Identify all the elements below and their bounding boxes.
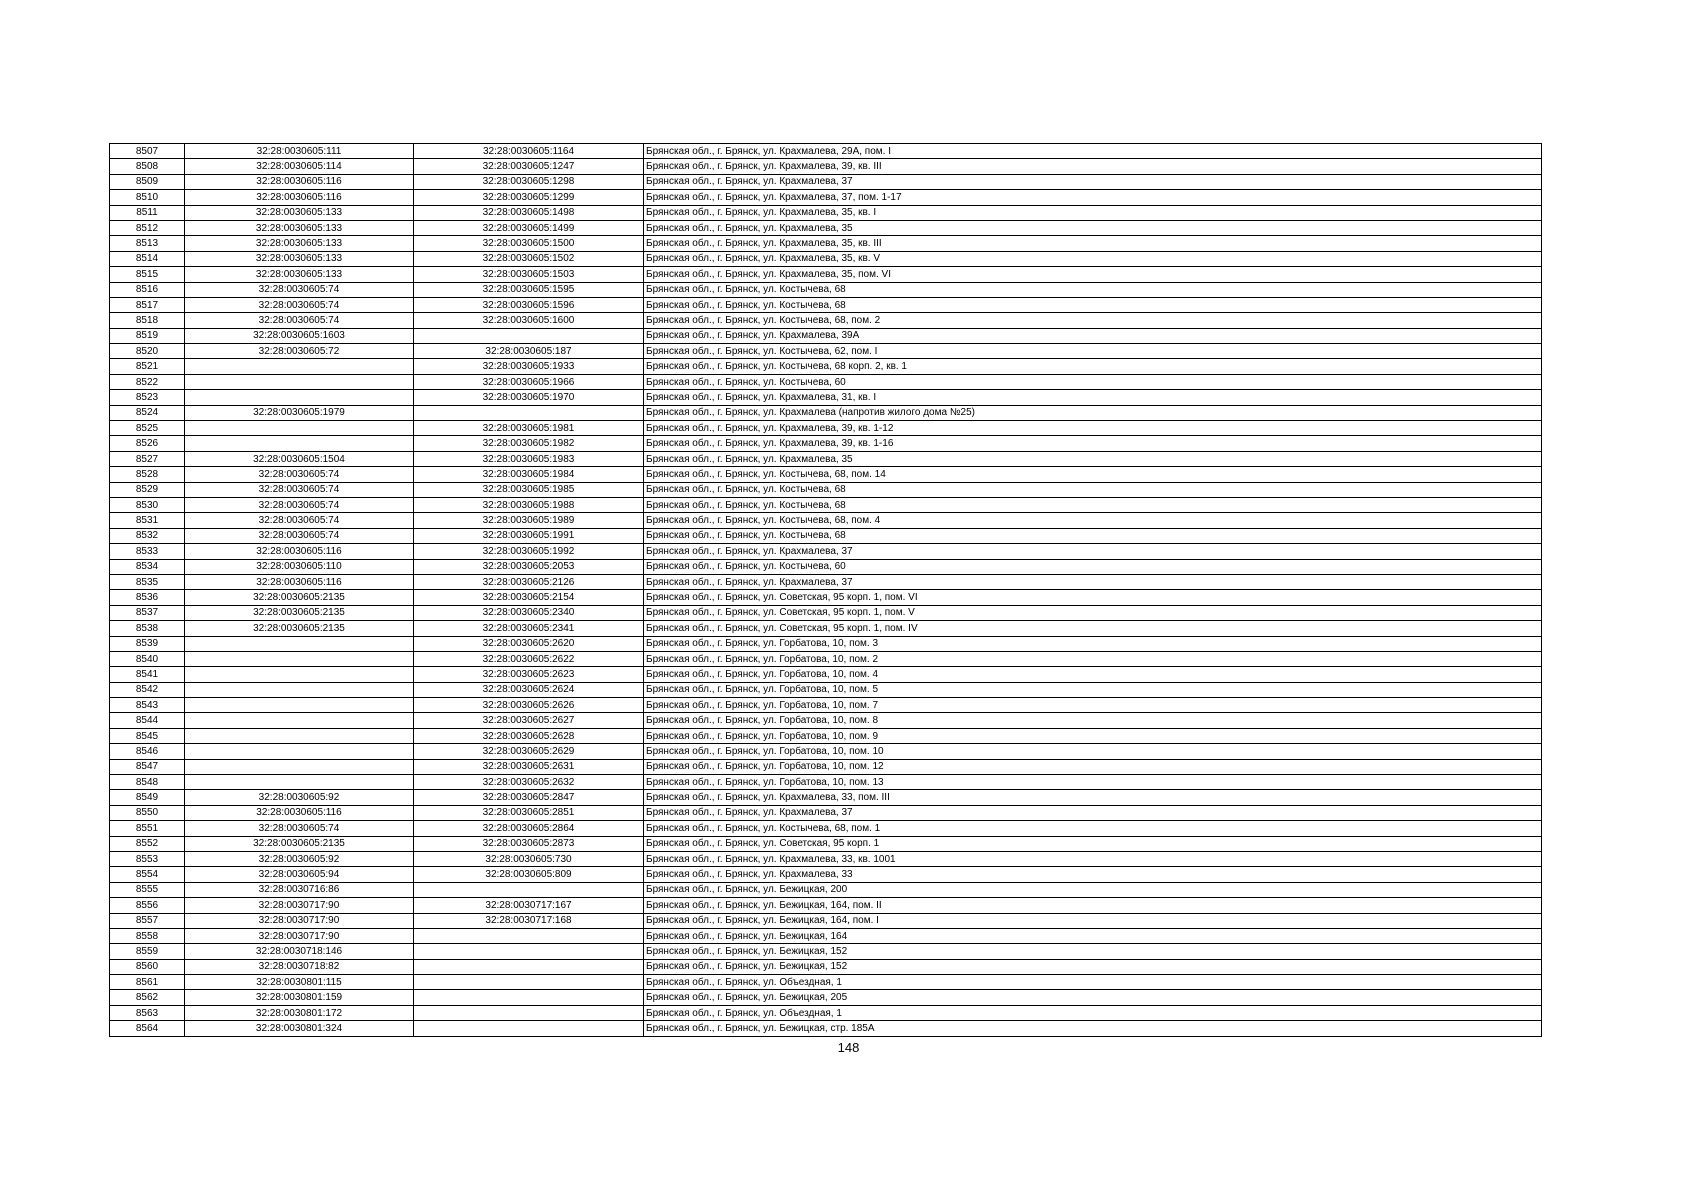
cadastral-number-cell <box>185 374 414 389</box>
object-cadastral-number-cell: 32:28:0030605:1595 <box>414 282 644 297</box>
object-cadastral-number-cell <box>414 990 644 1005</box>
address-cell: Брянская обл., г. Брянск, ул. Бежицкая, 164, пом. II <box>644 898 1542 913</box>
row-number-cell: 8521 <box>110 359 185 374</box>
table-row <box>110 297 1542 312</box>
table-row <box>110 390 1542 405</box>
row-number-cell: 8553 <box>110 851 185 866</box>
cadastral-number-cell: 32:28:0030605:2135 <box>185 590 414 605</box>
row-number-cell: 8520 <box>110 344 185 359</box>
address-cell: Брянская обл., г. Брянск, ул. Костычева, 62, пом. I <box>644 344 1542 359</box>
row-number-cell: 8544 <box>110 713 185 728</box>
address-cell: Брянская обл., г. Брянск, ул. Горбатова, 10, пом. 4 <box>644 667 1542 682</box>
address-cell: Брянская обл., г. Брянск, ул. Горбатова, 10, пом. 5 <box>644 682 1542 697</box>
cadastral-number-cell <box>185 698 414 713</box>
row-number-cell: 8535 <box>110 574 185 589</box>
row-number-cell: 8526 <box>110 436 185 451</box>
row-number-cell: 8556 <box>110 898 185 913</box>
address-cell: Брянская обл., г. Брянск, ул. Крахмалева, 39, кв. III <box>644 159 1542 174</box>
object-cadastral-number-cell: 32:28:0030605:2620 <box>414 636 644 651</box>
table-row <box>110 867 1542 882</box>
object-cadastral-number-cell <box>414 944 644 959</box>
row-number-cell: 8536 <box>110 590 185 605</box>
object-cadastral-number-cell: 32:28:0030605:1984 <box>414 467 644 482</box>
object-cadastral-number-cell: 32:28:0030605:2631 <box>414 759 644 774</box>
address-cell: Брянская обл., г. Брянск, ул. Костычева, 68 <box>644 482 1542 497</box>
page-number: 148 <box>837 1040 860 1055</box>
address-cell: Брянская обл., г. Брянск, ул. Советская, 95 корп. 1 <box>644 836 1542 851</box>
address-cell: Брянская обл., г. Брянск, ул. Бежицкая, 200 <box>644 882 1542 897</box>
table-row <box>110 1005 1542 1020</box>
object-cadastral-number-cell <box>414 405 644 420</box>
object-cadastral-number-cell: 32:28:0030605:2623 <box>414 667 644 682</box>
object-cadastral-number-cell: 32:28:0030605:1982 <box>414 436 644 451</box>
cadastral-number-cell: 32:28:0030717:90 <box>185 898 414 913</box>
object-cadastral-number-cell: 32:28:0030605:1498 <box>414 205 644 220</box>
row-number-cell: 8517 <box>110 297 185 312</box>
address-cell: Брянская обл., г. Брянск, ул. Советская, 95 корп. 1, пом. VI <box>644 590 1542 605</box>
row-number-cell: 8552 <box>110 836 185 851</box>
address-cell: Брянская обл., г. Брянск, ул. Костычева, 68, пом. 2 <box>644 313 1542 328</box>
cadastral-number-cell: 32:28:0030605:74 <box>185 528 414 543</box>
cadastral-number-cell: 32:28:0030605:74 <box>185 297 414 312</box>
cadastral-number-cell: 32:28:0030605:92 <box>185 790 414 805</box>
cadastral-number-cell: 32:28:0030605:1504 <box>185 451 414 466</box>
object-cadastral-number-cell: 32:28:0030605:730 <box>414 851 644 866</box>
cadastral-number-cell: 32:28:0030801:115 <box>185 975 414 990</box>
row-number-cell: 8561 <box>110 975 185 990</box>
table-row <box>110 882 1542 897</box>
object-cadastral-number-cell: 32:28:0030605:1966 <box>414 374 644 389</box>
address-cell: Брянская обл., г. Брянск, ул. Крахмалева, 39, кв. 1-16 <box>644 436 1542 451</box>
row-number-cell: 8508 <box>110 159 185 174</box>
cadastral-number-cell: 32:28:0030605:74 <box>185 313 414 328</box>
address-cell: Брянская обл., г. Брянск, ул. Крахмалева, 31, кв. I <box>644 390 1542 405</box>
row-number-cell: 8514 <box>110 251 185 266</box>
row-number-cell: 8511 <box>110 205 185 220</box>
table-row <box>110 975 1542 990</box>
address-cell: Брянская обл., г. Брянск, ул. Крахмалева, 35 <box>644 451 1542 466</box>
table-row <box>110 651 1542 666</box>
object-cadastral-number-cell: 32:28:0030605:1247 <box>414 159 644 174</box>
row-number-cell: 8538 <box>110 621 185 636</box>
table-row <box>110 913 1542 928</box>
row-number-cell: 8529 <box>110 482 185 497</box>
table-row <box>110 574 1542 589</box>
row-number-cell: 8534 <box>110 559 185 574</box>
object-cadastral-number-cell <box>414 975 644 990</box>
address-cell: Брянская обл., г. Брянск, ул. Крахмалева, 35 <box>644 220 1542 235</box>
object-cadastral-number-cell: 32:28:0030605:2627 <box>414 713 644 728</box>
table-row <box>110 159 1542 174</box>
object-cadastral-number-cell: 32:28:0030605:2847 <box>414 790 644 805</box>
object-cadastral-number-cell: 32:28:0030605:1992 <box>414 544 644 559</box>
object-cadastral-number-cell <box>414 959 644 974</box>
row-number-cell: 8523 <box>110 390 185 405</box>
table-row <box>110 713 1542 728</box>
row-number-cell: 8530 <box>110 497 185 512</box>
object-cadastral-number-cell: 32:28:0030605:1298 <box>414 174 644 189</box>
registry-table-body <box>110 144 1542 1037</box>
table-row <box>110 944 1542 959</box>
address-cell: Брянская обл., г. Брянск, ул. Крахмалева, 29А, пом. I <box>644 144 1542 159</box>
object-cadastral-number-cell: 32:28:0030605:1933 <box>414 359 644 374</box>
object-cadastral-number-cell: 32:28:0030605:1596 <box>414 297 644 312</box>
object-cadastral-number-cell: 32:28:0030605:1981 <box>414 421 644 436</box>
row-number-cell: 8550 <box>110 805 185 820</box>
object-cadastral-number-cell: 32:28:0030605:2341 <box>414 621 644 636</box>
row-number-cell: 8548 <box>110 775 185 790</box>
row-number-cell: 8543 <box>110 698 185 713</box>
address-cell: Брянская обл., г. Брянск, ул. Крахмалева, 35, кв. III <box>644 236 1542 251</box>
address-cell: Брянская обл., г. Брянск, ул. Бежицкая, 152 <box>644 944 1542 959</box>
table-row <box>110 928 1542 943</box>
cadastral-number-cell: 32:28:0030605:1979 <box>185 405 414 420</box>
table-row <box>110 728 1542 743</box>
address-cell: Брянская обл., г. Брянск, ул. Крахмалева, 35, кв. I <box>644 205 1542 220</box>
address-cell: Брянская обл., г. Брянск, ул. Крахмалева, 37 <box>644 174 1542 189</box>
table-row <box>110 590 1542 605</box>
row-number-cell: 8522 <box>110 374 185 389</box>
table-row <box>110 621 1542 636</box>
object-cadastral-number-cell: 32:28:0030605:1991 <box>414 528 644 543</box>
object-cadastral-number-cell: 32:28:0030605:1988 <box>414 497 644 512</box>
table-row <box>110 559 1542 574</box>
object-cadastral-number-cell <box>414 928 644 943</box>
table-row <box>110 836 1542 851</box>
row-number-cell: 8515 <box>110 267 185 282</box>
cadastral-number-cell: 32:28:0030605:74 <box>185 821 414 836</box>
address-cell: Брянская обл., г. Брянск, ул. Костычева, 68 <box>644 528 1542 543</box>
object-cadastral-number-cell: 32:28:0030605:2053 <box>414 559 644 574</box>
table-row <box>110 328 1542 343</box>
cadastral-number-cell: 32:28:0030801:159 <box>185 990 414 1005</box>
cadastral-number-cell: 32:28:0030605:92 <box>185 851 414 866</box>
table-row <box>110 959 1542 974</box>
object-cadastral-number-cell: 32:28:0030605:1985 <box>414 482 644 497</box>
address-cell: Брянская обл., г. Брянск, ул. Объездная, 1 <box>644 975 1542 990</box>
cadastral-number-cell: 32:28:0030605:74 <box>185 482 414 497</box>
table-row <box>110 374 1542 389</box>
cadastral-number-cell: 32:28:0030605:1603 <box>185 328 414 343</box>
row-number-cell: 8524 <box>110 405 185 420</box>
table-row <box>110 667 1542 682</box>
table-row <box>110 497 1542 512</box>
row-number-cell: 8563 <box>110 1005 185 1020</box>
address-cell: Брянская обл., г. Брянск, ул. Крахмалева, 39А <box>644 328 1542 343</box>
address-cell: Брянская обл., г. Брянск, ул. Крахмалева, 37 <box>644 805 1542 820</box>
row-number-cell: 8528 <box>110 467 185 482</box>
address-cell: Брянская обл., г. Брянск, ул. Крахмалева, 37 <box>644 574 1542 589</box>
table-row <box>110 775 1542 790</box>
table-row <box>110 267 1542 282</box>
object-cadastral-number-cell: 32:28:0030605:1299 <box>414 190 644 205</box>
cadastral-number-cell: 32:28:0030605:2135 <box>185 836 414 851</box>
row-number-cell: 8562 <box>110 990 185 1005</box>
row-number-cell: 8513 <box>110 236 185 251</box>
object-cadastral-number-cell: 32:28:0030605:2154 <box>414 590 644 605</box>
cadastral-number-cell <box>185 667 414 682</box>
object-cadastral-number-cell: 32:28:0030605:809 <box>414 867 644 882</box>
row-number-cell: 8558 <box>110 928 185 943</box>
address-cell: Брянская обл., г. Брянск, ул. Объездная, 1 <box>644 1005 1542 1020</box>
row-number-cell: 8509 <box>110 174 185 189</box>
object-cadastral-number-cell: 32:28:0030717:168 <box>414 913 644 928</box>
row-number-cell: 8532 <box>110 528 185 543</box>
table-row <box>110 513 1542 528</box>
row-number-cell: 8540 <box>110 651 185 666</box>
table-row <box>110 898 1542 913</box>
address-cell: Брянская обл., г. Брянск, ул. Бежицкая, 164 <box>644 928 1542 943</box>
cadastral-number-cell: 32:28:0030717:90 <box>185 928 414 943</box>
cadastral-number-cell: 32:28:0030605:133 <box>185 251 414 266</box>
address-cell: Брянская обл., г. Брянск, ул. Костычева, 68, пом. 14 <box>644 467 1542 482</box>
address-cell: Брянская обл., г. Брянск, ул. Крахмалева, 37, пом. 1-17 <box>644 190 1542 205</box>
row-number-cell: 8551 <box>110 821 185 836</box>
object-cadastral-number-cell: 32:28:0030605:2632 <box>414 775 644 790</box>
address-cell: Брянская обл., г. Брянск, ул. Крахмалева, 39, кв. 1-12 <box>644 421 1542 436</box>
address-cell: Брянская обл., г. Брянск, ул. Бежицкая, 152 <box>644 959 1542 974</box>
object-cadastral-number-cell: 32:28:0030605:1970 <box>414 390 644 405</box>
cadastral-number-cell: 32:28:0030605:116 <box>185 190 414 205</box>
address-cell: Брянская обл., г. Брянск, ул. Костычева, 68, пом. 4 <box>644 513 1542 528</box>
address-cell: Брянская обл., г. Брянск, ул. Горбатова, 10, пом. 9 <box>644 728 1542 743</box>
address-cell: Брянская обл., г. Брянск, ул. Костычева, 60 <box>644 559 1542 574</box>
table-row <box>110 698 1542 713</box>
object-cadastral-number-cell: 32:28:0030605:2340 <box>414 605 644 620</box>
table-row <box>110 605 1542 620</box>
table-row <box>110 990 1542 1005</box>
cadastral-number-cell <box>185 636 414 651</box>
row-number-cell: 8527 <box>110 451 185 466</box>
cadastral-number-cell: 32:28:0030716:86 <box>185 882 414 897</box>
table-row <box>110 544 1542 559</box>
property-registry-table <box>109 143 1542 1037</box>
object-cadastral-number-cell <box>414 882 644 897</box>
address-cell: Брянская обл., г. Брянск, ул. Горбатова, 10, пом. 3 <box>644 636 1542 651</box>
cadastral-number-cell <box>185 759 414 774</box>
row-number-cell: 8537 <box>110 605 185 620</box>
object-cadastral-number-cell <box>414 1021 644 1036</box>
object-cadastral-number-cell: 32:28:0030605:2624 <box>414 682 644 697</box>
cadastral-number-cell <box>185 359 414 374</box>
table-row <box>110 790 1542 805</box>
row-number-cell: 8560 <box>110 959 185 974</box>
table-row <box>110 528 1542 543</box>
table-row <box>110 636 1542 651</box>
table-row <box>110 359 1542 374</box>
object-cadastral-number-cell: 32:28:0030605:2629 <box>414 744 644 759</box>
cadastral-number-cell: 32:28:0030605:2135 <box>185 605 414 620</box>
table-row <box>110 236 1542 251</box>
object-cadastral-number-cell <box>414 1005 644 1020</box>
table-row <box>110 205 1542 220</box>
object-cadastral-number-cell: 32:28:0030605:2626 <box>414 698 644 713</box>
row-number-cell: 8533 <box>110 544 185 559</box>
table-row <box>110 174 1542 189</box>
cadastral-number-cell <box>185 682 414 697</box>
row-number-cell: 8518 <box>110 313 185 328</box>
object-cadastral-number-cell: 32:28:0030605:1502 <box>414 251 644 266</box>
object-cadastral-number-cell: 32:28:0030605:1989 <box>414 513 644 528</box>
table-row <box>110 682 1542 697</box>
object-cadastral-number-cell: 32:28:0030605:2864 <box>414 821 644 836</box>
table-row <box>110 220 1542 235</box>
row-number-cell: 8545 <box>110 728 185 743</box>
row-number-cell: 8512 <box>110 220 185 235</box>
address-cell: Брянская обл., г. Брянск, ул. Крахмалева, 33 <box>644 867 1542 882</box>
row-number-cell: 8516 <box>110 282 185 297</box>
address-cell: Брянская обл., г. Брянск, ул. Бежицкая, стр. 185А <box>644 1021 1542 1036</box>
table-row <box>110 467 1542 482</box>
table-row <box>110 144 1542 159</box>
address-cell: Брянская обл., г. Брянск, ул. Горбатова, 10, пом. 12 <box>644 759 1542 774</box>
row-number-cell: 8507 <box>110 144 185 159</box>
cadastral-number-cell: 32:28:0030605:74 <box>185 497 414 512</box>
address-cell: Брянская обл., г. Брянск, ул. Горбатова, 10, пом. 7 <box>644 698 1542 713</box>
row-number-cell: 8554 <box>110 867 185 882</box>
address-cell: Брянская обл., г. Брянск, ул. Советская, 95 корп. 1, пом. V <box>644 605 1542 620</box>
row-number-cell: 8525 <box>110 421 185 436</box>
address-cell: Брянская обл., г. Брянск, ул. Бежицкая, 205 <box>644 990 1542 1005</box>
cadastral-number-cell: 32:28:0030718:82 <box>185 959 414 974</box>
object-cadastral-number-cell: 32:28:0030605:1503 <box>414 267 644 282</box>
cadastral-number-cell: 32:28:0030605:133 <box>185 220 414 235</box>
address-cell: Брянская обл., г. Брянск, ул. Костычева, 68 <box>644 497 1542 512</box>
address-cell: Брянская обл., г. Брянск, ул. Крахмалева, 33, пом. III <box>644 790 1542 805</box>
table-row <box>110 451 1542 466</box>
cadastral-number-cell <box>185 728 414 743</box>
row-number-cell: 8559 <box>110 944 185 959</box>
address-cell: Брянская обл., г. Брянск, ул. Горбатова, 10, пом. 13 <box>644 775 1542 790</box>
address-cell: Брянская обл., г. Брянск, ул. Горбатова, 10, пом. 10 <box>644 744 1542 759</box>
table-row <box>110 421 1542 436</box>
row-number-cell: 8542 <box>110 682 185 697</box>
object-cadastral-number-cell: 32:28:0030605:1983 <box>414 451 644 466</box>
table-row <box>110 313 1542 328</box>
address-cell: Брянская обл., г. Брянск, ул. Костычева, 68 <box>644 297 1542 312</box>
table-row <box>110 759 1542 774</box>
cadastral-number-cell: 32:28:0030605:133 <box>185 236 414 251</box>
object-cadastral-number-cell: 32:28:0030605:2622 <box>414 651 644 666</box>
address-cell: Брянская обл., г. Брянск, ул. Костычева, 68, пом. 1 <box>644 821 1542 836</box>
address-cell: Брянская обл., г. Брянск, ул. Крахмалева, 35, кв. V <box>644 251 1542 266</box>
object-cadastral-number-cell: 32:28:0030605:2126 <box>414 574 644 589</box>
row-number-cell: 8541 <box>110 667 185 682</box>
address-cell: Брянская обл., г. Брянск, ул. Крахмалева, 35, пом. VI <box>644 267 1542 282</box>
cadastral-number-cell: 32:28:0030605:116 <box>185 574 414 589</box>
cadastral-number-cell <box>185 436 414 451</box>
object-cadastral-number-cell: 32:28:0030605:1164 <box>414 144 644 159</box>
cadastral-number-cell: 32:28:0030605:74 <box>185 467 414 482</box>
address-cell: Брянская обл., г. Брянск, ул. Горбатова, 10, пом. 2 <box>644 651 1542 666</box>
object-cadastral-number-cell: 32:28:0030717:167 <box>414 898 644 913</box>
cadastral-number-cell: 32:28:0030717:90 <box>185 913 414 928</box>
cadastral-number-cell: 32:28:0030801:324 <box>185 1021 414 1036</box>
row-number-cell: 8555 <box>110 882 185 897</box>
cadastral-number-cell <box>185 651 414 666</box>
row-number-cell: 8564 <box>110 1021 185 1036</box>
cadastral-number-cell: 32:28:0030605:116 <box>185 544 414 559</box>
address-cell: Брянская обл., г. Брянск, ул. Бежицкая, 164, пом. I <box>644 913 1542 928</box>
address-cell: Брянская обл., г. Брянск, ул. Советская, 95 корп. 1, пом. IV <box>644 621 1542 636</box>
table-row <box>110 436 1542 451</box>
cadastral-number-cell: 32:28:0030605:94 <box>185 867 414 882</box>
address-cell: Брянская обл., г. Брянск, ул. Крахмалева (напротив жилого дома №25) <box>644 405 1542 420</box>
cadastral-number-cell: 32:28:0030605:74 <box>185 513 414 528</box>
cadastral-number-cell: 32:28:0030605:72 <box>185 344 414 359</box>
cadastral-number-cell <box>185 713 414 728</box>
address-cell: Брянская обл., г. Брянск, ул. Костычева, 60 <box>644 374 1542 389</box>
cadastral-number-cell: 32:28:0030605:116 <box>185 174 414 189</box>
cadastral-number-cell: 32:28:0030605:133 <box>185 267 414 282</box>
object-cadastral-number-cell: 32:28:0030605:187 <box>414 344 644 359</box>
table-row <box>110 190 1542 205</box>
table-row <box>110 821 1542 836</box>
row-number-cell: 8557 <box>110 913 185 928</box>
row-number-cell: 8531 <box>110 513 185 528</box>
cadastral-number-cell: 32:28:0030605:110 <box>185 559 414 574</box>
row-number-cell: 8546 <box>110 744 185 759</box>
table-row <box>110 482 1542 497</box>
cadastral-number-cell <box>185 744 414 759</box>
row-number-cell: 8547 <box>110 759 185 774</box>
address-cell: Брянская обл., г. Брянск, ул. Крахмалева, 33, кв. 1001 <box>644 851 1542 866</box>
cadastral-number-cell: 32:28:0030605:133 <box>185 205 414 220</box>
table-row <box>110 744 1542 759</box>
table-row <box>110 282 1542 297</box>
object-cadastral-number-cell <box>414 328 644 343</box>
row-number-cell: 8510 <box>110 190 185 205</box>
cadastral-number-cell <box>185 390 414 405</box>
cadastral-number-cell: 32:28:0030605:2135 <box>185 621 414 636</box>
cadastral-number-cell: 32:28:0030801:172 <box>185 1005 414 1020</box>
address-cell: Брянская обл., г. Брянск, ул. Костычева, 68 <box>644 282 1542 297</box>
table-row <box>110 405 1542 420</box>
row-number-cell: 8519 <box>110 328 185 343</box>
table-row <box>110 805 1542 820</box>
object-cadastral-number-cell: 32:28:0030605:2628 <box>414 728 644 743</box>
table-row <box>110 851 1542 866</box>
object-cadastral-number-cell: 32:28:0030605:2851 <box>414 805 644 820</box>
address-cell: Брянская обл., г. Брянск, ул. Горбатова, 10, пом. 8 <box>644 713 1542 728</box>
table-row <box>110 1021 1542 1036</box>
cadastral-number-cell: 32:28:0030605:74 <box>185 282 414 297</box>
object-cadastral-number-cell: 32:28:0030605:1600 <box>414 313 644 328</box>
object-cadastral-number-cell: 32:28:0030605:2873 <box>414 836 644 851</box>
cadastral-number-cell: 32:28:0030718:146 <box>185 944 414 959</box>
cadastral-number-cell: 32:28:0030605:116 <box>185 805 414 820</box>
object-cadastral-number-cell: 32:28:0030605:1500 <box>414 236 644 251</box>
address-cell: Брянская обл., г. Брянск, ул. Крахмалева, 37 <box>644 544 1542 559</box>
row-number-cell: 8549 <box>110 790 185 805</box>
object-cadastral-number-cell: 32:28:0030605:1499 <box>414 220 644 235</box>
cadastral-number-cell: 32:28:0030605:114 <box>185 159 414 174</box>
row-number-cell: 8539 <box>110 636 185 651</box>
cadastral-number-cell <box>185 421 414 436</box>
cadastral-number-cell <box>185 775 414 790</box>
cadastral-number-cell: 32:28:0030605:111 <box>185 144 414 159</box>
table-row <box>110 344 1542 359</box>
table-row <box>110 251 1542 266</box>
address-cell: Брянская обл., г. Брянск, ул. Костычева, 68 корп. 2, кв. 1 <box>644 359 1542 374</box>
